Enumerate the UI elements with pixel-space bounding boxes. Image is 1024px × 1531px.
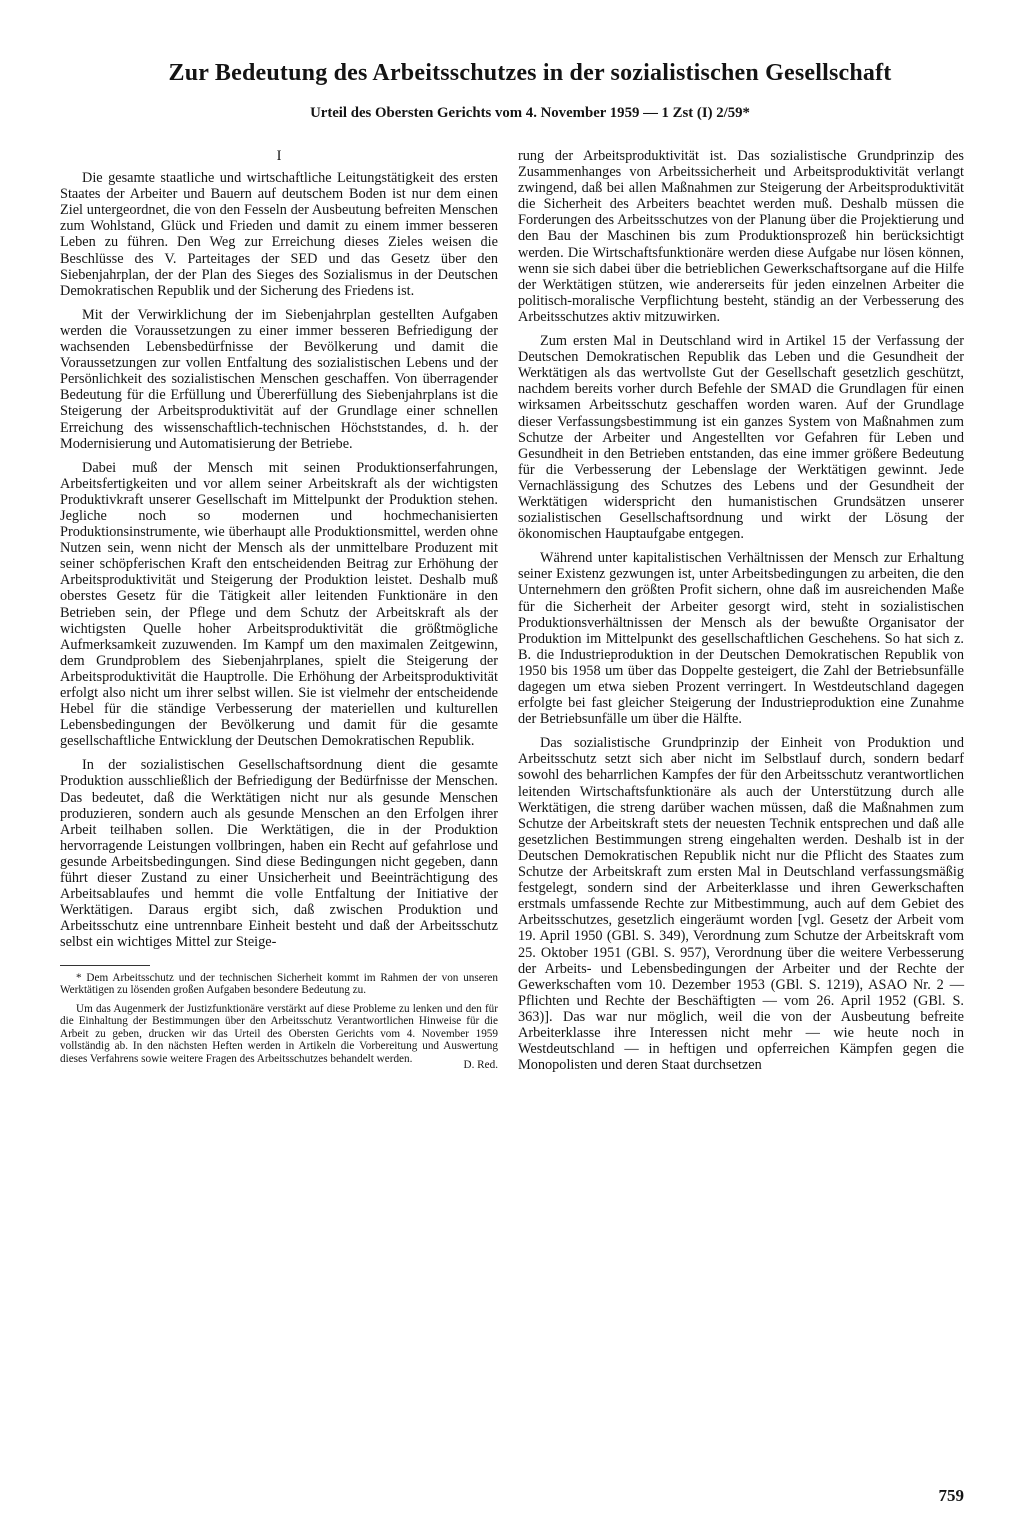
page-number: 759 <box>938 1486 964 1505</box>
document-page <box>60 60 964 1505</box>
paragraph: Die gesamte staatliche und wirtschaftliche Leitungstätigkeit des ersten Staates der Arbeiter und Bauern auf deutschem Boden ist nur dem einen Ziel untergeordnet, die von den Fesseln der Ausbeutung befreiten Menschen zum Wohlstand, Glück und Frieden und damit zu einem immer besseren Leben zu führen. Den Weg zur Erreichung dieses Zieles weisen die Beschlüsse des V. Parteitages der SED und das Gesetz über den Siebenjahrplan, der der Plan des Sieges des Sozialismus in der Deutschen Demokratischen Republik und der Sicherung des Friedens ist. <box>60 170 498 299</box>
paragraph: rung der Arbeitsproduktivität ist. Das sozialistische Grundprinzip des Zusammenhanges von Arbeitssicherheit und Arbeitsproduktivität verlangt zwingend, daß bei allen Maßnahmen zur Steigerung der Arbeitsproduktivität die Sicherheit des Arbeiters beachtet werden muß. Deshalb müssen die Forderungen des Arbeitsschutzes von der Planung über die Projektierung und den Bau der Maschinen bis zum Produktionsprozeß hin berücksichtigt werden. Die Wirtschaftsfunktionäre werden diese Aufgabe nur lösen können, wenn sie sich dabei über die betrieblichen Gewerkschaftsorgane auf die Hilfe der Werktätigen stützen, wie andererseits für jeden einzelnen Arbeiter die politisch-moralische Verpflichtung besteht, ständig an der Verbesserung des Arbeitsschutzes aktiv mitzuwirken. <box>518 148 964 325</box>
article-title: Zur Bedeutung des Arbeitsschutzes in der sozialistischen Gesellschaft <box>168 60 892 86</box>
text-columns <box>60 148 964 1428</box>
paragraph: Zum ersten Mal in Deutschland wird in Artikel 15 der Verfassung der Deutschen Demokratischen Republik das Leben und die Gesundheit der Werktätigen als das wertvollste Gut der Gesellschaft gesetzlich geschützt, nachdem bereits vorher durch Befehle der SMAD die Grundlagen für einen wirksamen Arbeitsschutz geschaffen worden waren. Auf der Grundlage dieser Verfassungsbestimmung ist ein ganzes System von Maßnahmen zum Schutze der Arbeiter und Angestellten vor Gefahren für Leben und Gesundheit in den Betrieben entstanden, das eine immer größere Bedeutung für die Verbesserung der Lebenslage der Werktätigen gewinnt. Jede Vernachlässigung des Schutzes des Lebens und der Gesundheit der Werktätigen widerspricht den humanistischen Grundsätzen unserer sozialistischen Gesellschaftsordnung und wirkt der Lösung der ökonomischen Hauptaufgabe entgegen. <box>518 333 964 543</box>
paragraph: In der sozialistischen Gesellschaftsordnung dient die gesamte Produktion ausschließlich der Befriedigung der Bedürfnisse der Menschen. Das bedeutet, daß die Werktätigen nicht nur als gesunde Menschen produzieren, sondern auch als gesunde Menschen an den Erfolgen ihrer Arbeit teilhaben sollen. Die Werktätigen, die in der Produktion hervorragende Leistungen vollbringen, haben ein Recht auf gefahrlose und gesunde Arbeitsbedingungen. Sind diese Bedingungen nicht gegeben, dann führt dieser Zustand zu einer Unsicherheit und Beeinträchtigung des Arbeitsablaufes und hemmt die volle Entfaltung der Initiative der Werktätigen. Daraus ergibt sich, daß zwischen Produktion und Arbeitsschutz eine untrennbare Einheit besteht und daß der Arbeitsschutz selbst ein wichtiges Mittel zur Steige- <box>60 757 498 951</box>
paragraph: Mit der Verwirklichung der im Siebenjahrplan gestellten Aufgaben werden die Voraussetzungen zu einer immer besseren Befriedigung der wachsenden Lebensbedürfnisse der Bevölkerung und damit die Voraussetzungen zur vollen Entfaltung des sozialistischen Lebens und der Persönlichkeit des sozialistischen Menschen geschaffen. Von überragender Bedeutung für die Erfüllung und Übererfüllung des Siebenjahrplans ist die Steigerung der Arbeitsproduktivität auf der Grundlage einer schnellen Erreichung des wissenschaftlich-technischen Höchststandes, d. h. der Modernisierung und Automatisierung der Betriebe. <box>60 306 498 452</box>
footnote-divider <box>60 965 150 966</box>
paragraph: Das sozialistische Grundprinzip der Einheit von Produktion und Arbeitsschutz setzt sich aber nicht im Selbstlauf durch, sondern bedarf sowohl des beharrlichen Kampfes der für den Arbeitsschutz verantwortlichen leitenden Wirtschaftsfunktionäre als auch der Unterstützung durch alle Werktätigen, die streng darüber wachen müssen, daß die Maßnahmen zum Schutze der Arbeitskraft stets der neuesten Technik entsprechen und daß alle gesetzlichen Bestimmungen streng eingehalten werden. Deshalb ist in der Deutschen Demokratischen Republik nicht nur die Pflicht des Staates zum Schutze der Arbeitskraft zum ersten Mal in Deutschland verfassungsmäßig festgelegt, sondern sind der Arbeiterklasse und ihren Gewerkschaften erstmals umfassende Rechte zur Mitbestimmung, auch auf dem Gebiet des Arbeitsschutzes, gesetzlich eingeräumt worden [vgl. Gesetz der Arbeit vom 19. April 1950 (GBl. S. 349), Verordnung zum Schutze der Arbeitskraft vom 25. Oktober 1951 (GBl. S. 957), Verordnung über die weitere Verbesserung der Arbeits- und Lebensbedingungen der Arbeiter und der Rechte der Gewerkschaften vom 10. Dezember 1953 (GBl. S. 1219), ASAO Nr. 2 — Pflichten und Rechte der Beschäftigten — vom 26. April 1952 (GBl. S. 363)]. Das war nur möglich, weil die von der Ausbeutung befreite Arbeiterklasse ihre Interessen nicht mehr — wie heute noch in Westdeutschland — in heftigen und opferreichen Kämpfen gegen die Monopolisten und deren Staat durchsetzen <box>518 735 964 1074</box>
right-column <box>518 148 964 1428</box>
paragraph: Während unter kapitalistischen Verhältnissen der Mensch zur Erhaltung seiner Existenz gezwungen ist, unter Arbeitsbedingungen zu arbeiten, die den Unternehmern den größten Profit sichern, ohne daß im ausreichenden Maße für die Sicherheit der Arbeiter gesorgt wird, steht in sozialistischen Produktionsverhältnissen der Mensch als der bewußte Organisator der Produktion im Mittelpunkt des gesellschaftlichen Geschehens. So hat sich z. B. die Industrieproduktion in der Deutschen Demokratischen Republik von 1950 bis 1958 um über das Doppelte gesteigert, die Zahl der Betriebsunfälle dagegen um etwa sieben Prozent verringert. In Westdeutschland dagegen erfolgte bei fast gleicher Steigerung der Industrieproduktion eine Zunahme der Betriebsunfälle um über die Hälfte. <box>518 550 964 728</box>
section-mark: I <box>276 148 282 164</box>
footnote: * Dem Arbeitsschutz und der technischen Sicherheit kommt im Rahmen der von unseren Werktätigen zu lösenden großen Aufgaben besondere Bedeutung zu. <box>60 971 498 997</box>
editorial-signature: D. Red. <box>463 1059 498 1072</box>
editorial-note: Um das Augenmerk der Justizfunktionäre verstärkt auf diese Probleme zu lenken und den für die Einhaltung der Bestimmungen über den Arbeitsschutz Verantwortlichen Hinweise für die Arbeit zu geben, drucken wir das Urteil des Obersten Gerichts vom 4. November 1959 vollständig ab. In den nächsten Heften werden in Artikeln die Vorbereitung und Auswertung dieses Verfahrens sowie weitere Fragen des Arbeitsschutzes behandelt werden. <box>60 1002 498 1066</box>
paragraph: Dabei muß der Mensch mit seinen Produktionserfahrungen, Arbeitsfertigkeiten und vor allem seiner Arbeitskraft als der wichtigsten Produktivkraft unserer Gesellschaft im Mittelpunkt der Produktion stehen. Jegliche noch so modernen und hochmechanisierten Produktionsinstrumente, wie überhaupt alle Produktionsmittel, werden ohne Nutzen sein, wenn nicht der Mensch als der unmittelbare Produzent mit seiner schöpferischen Kraft den entscheidenden Beitrag zur Erhöhung der Arbeitsproduktivität und Steigerung der Produktion leistet. Deshalb muß oberstes Gesetz für die Tätigkeit aller leitenden Funktionäre in den Betrieben sein, der Pflege und dem Schutz der Arbeitskraft als der wichtigsten Quelle hoher Arbeitsproduktivität die größtmögliche Aufmerksamkeit zuzuwenden. Im Kampf um den maximalen Zeitgewinn, dem Grundproblem des Siebenjahrplanes, spielt die Steigerung der Arbeitsproduktivität die Hauptrolle. Die Erhöhung der Arbeitsproduktivität erfolgt also nicht um ihrer selbst willen. Sie ist vielmehr der entscheidende Hebel für die ständige Verbesserung der materiellen und kulturellen Lebensbedingungen der Bevölkerung und damit für die gesamte gesellschaftliche Entwicklung der Deutschen Demokratischen Republik. <box>60 459 498 750</box>
footnotes <box>60 972 498 1072</box>
article-subtitle: Urteil des Obersten Gerichts vom 4. November 1959 — 1 Zst (I) 2/59* <box>310 105 750 121</box>
left-column <box>60 148 498 1428</box>
